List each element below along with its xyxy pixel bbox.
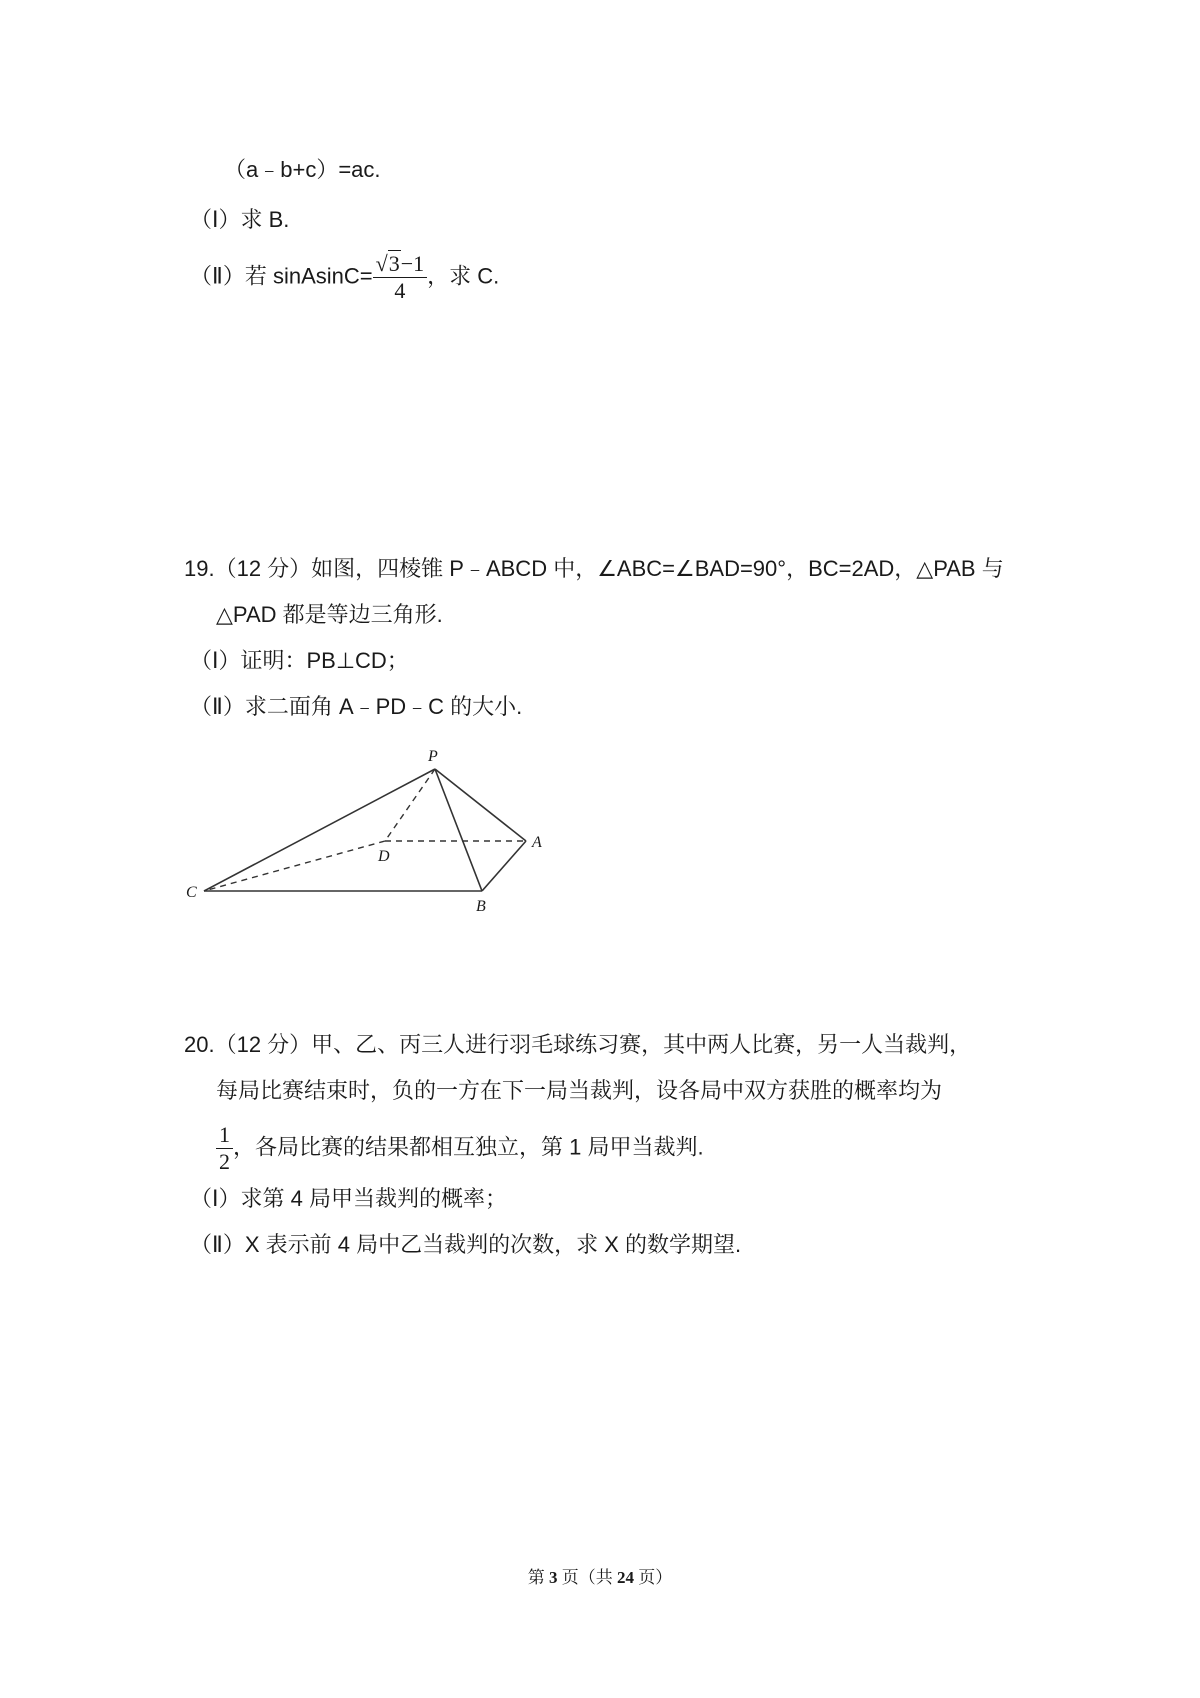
q20-stem-line1: 20.（12 分）甲、乙、丙三人进行羽毛球练习赛，其中两人比赛，另一人当裁判， [184,1032,972,1057]
footer-total-pages: 24 [617,1568,634,1587]
edge-PD [385,769,435,841]
q20-fraction [216,1122,233,1175]
label-B: B [476,898,486,915]
q18-fraction-denominator: 4 [394,278,406,303]
q18-part2-prefix: （Ⅱ）若 sinAsinC= [190,263,373,289]
label-A: A [532,834,542,851]
sqrt-symbol: √ [375,251,388,276]
q19-stem-line2: △PAD 都是等边三角形. [216,602,443,627]
label-C: C [186,884,197,901]
footer-suffix: 页） [634,1568,673,1587]
label-P: P [428,748,438,765]
pyramid-edges [204,769,526,891]
footer-page-number: 3 [549,1568,558,1587]
edge-BA [482,841,526,891]
q20-stem-line3-text: ，各局比赛的结果都相互独立，第 1 局甲当裁判. [233,1134,704,1160]
q18-condition-tail: （a﹣b+c）=ac. [224,157,381,182]
q20-fraction-denominator: 2 [219,1149,230,1174]
pyramid-figure [180,735,560,915]
q19-part1: （Ⅰ）证明：PB⊥CD； [190,648,409,673]
edge-DC [204,841,385,891]
footer-prefix: 第 [527,1568,549,1587]
q20-part1: （Ⅰ）求第 4 局甲当裁判的概率； [190,1186,507,1211]
q18-fraction-numerator-rest: −1 [400,251,425,276]
page-footer [0,1566,1200,1590]
q20-stem-line3 [216,1122,704,1175]
footer-middle: 页（共 [557,1568,617,1587]
label-D: D [378,848,390,865]
q18-part2 [190,251,499,304]
q19-part2: （Ⅱ）求二面角 A﹣PD﹣C 的大小. [190,694,523,719]
q19-stem-line1: 19.（12 分）如图，四棱锥 P﹣ABCD 中，∠ABC=∠BAD=90°，BC=2AD，△PAB 与 [184,556,1004,581]
pyramid-hidden-edges [204,769,526,891]
q18-fraction [373,251,428,304]
q20-stem-line2: 每局比赛结束时，负的一方在下一局当裁判，设各局中双方获胜的概率均为 [216,1078,943,1103]
q18-part1: （Ⅰ）求 B. [190,207,290,232]
q20-part2: （Ⅱ）X 表示前 4 局中乙当裁判的次数，求 X 的数学期望. [190,1232,742,1257]
q20-fraction-numerator: 1 [216,1122,233,1149]
edge-PC [204,769,435,891]
q18-part2-suffix: ，求 C. [427,263,500,289]
q18-fraction-numerator [373,251,428,278]
q18-fraction-radicand: 3 [388,251,400,276]
